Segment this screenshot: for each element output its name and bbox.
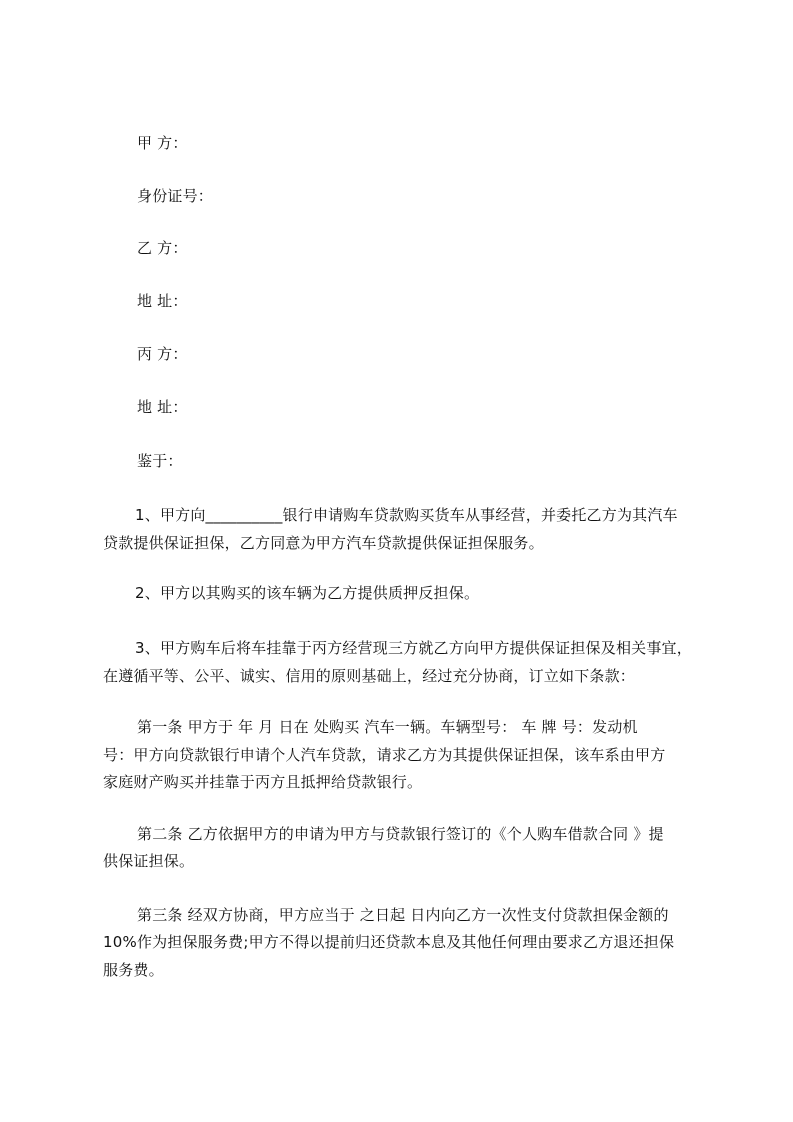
article-3-line-2: 10%作为担保服务费;甲方不得以提前归还贷款本息及其他任何理由要求乙方退还担保	[103, 933, 675, 951]
article-1-line-3: 家庭财产购买并挂靠于丙方且抵押给贷款银行。	[103, 773, 423, 791]
article-3-line-3: 服务费。	[103, 961, 164, 979]
recital-1-line-2: 贷款提供保证担保，乙方同意为甲方汽车贷款提供保证担保服务。	[103, 534, 544, 552]
address-b-field: 地 址：	[137, 292, 188, 310]
article-2-line-1: 第二条 乙方依据甲方的申请为甲方与贷款银行签订的《个人购车借款合同 》提	[137, 825, 664, 843]
recital-1-line-1: 1、甲方向__________银行申请购车贷款购买货车从事经营，并委托乙方为其汽车	[135, 506, 678, 524]
party-c-field: 丙 方：	[137, 345, 188, 363]
party-a-field: 甲 方：	[137, 134, 188, 152]
article-3-line-1: 第三条 经双方协商，甲方应当于 之日起 日内向乙方一次性支付贷款担保金额的	[137, 906, 669, 924]
address-c-field: 地 址：	[137, 398, 188, 416]
recital-2-line-1: 2、甲方以其购买的该车辆为乙方提供质押反担保。	[135, 584, 480, 602]
article-1-line-1: 第一条 甲方于 年 月 日在 处购买 汽车一辆。车辆型号： 车 牌 号：发动机	[137, 718, 638, 736]
party-b-field: 乙 方：	[137, 239, 188, 257]
article-2-line-2: 供保证担保。	[103, 852, 195, 870]
id-number-field: 身份证号：	[137, 187, 214, 205]
recital-3-line-2: 在遵循平等、公平、诚实、信用的原则基础上，经过充分协商，订立如下条款：	[103, 667, 636, 685]
article-1-line-2: 号：甲方向贷款银行申请个人汽车贷款，请求乙方为其提供保证担保，该车系由甲方	[103, 746, 666, 764]
whereas-heading: 鉴于：	[137, 452, 183, 470]
recital-3-line-1: 3、甲方购车后将车挂靠于丙方经营现三方就乙方向甲方提供保证担保及相关事宜，	[135, 639, 692, 657]
